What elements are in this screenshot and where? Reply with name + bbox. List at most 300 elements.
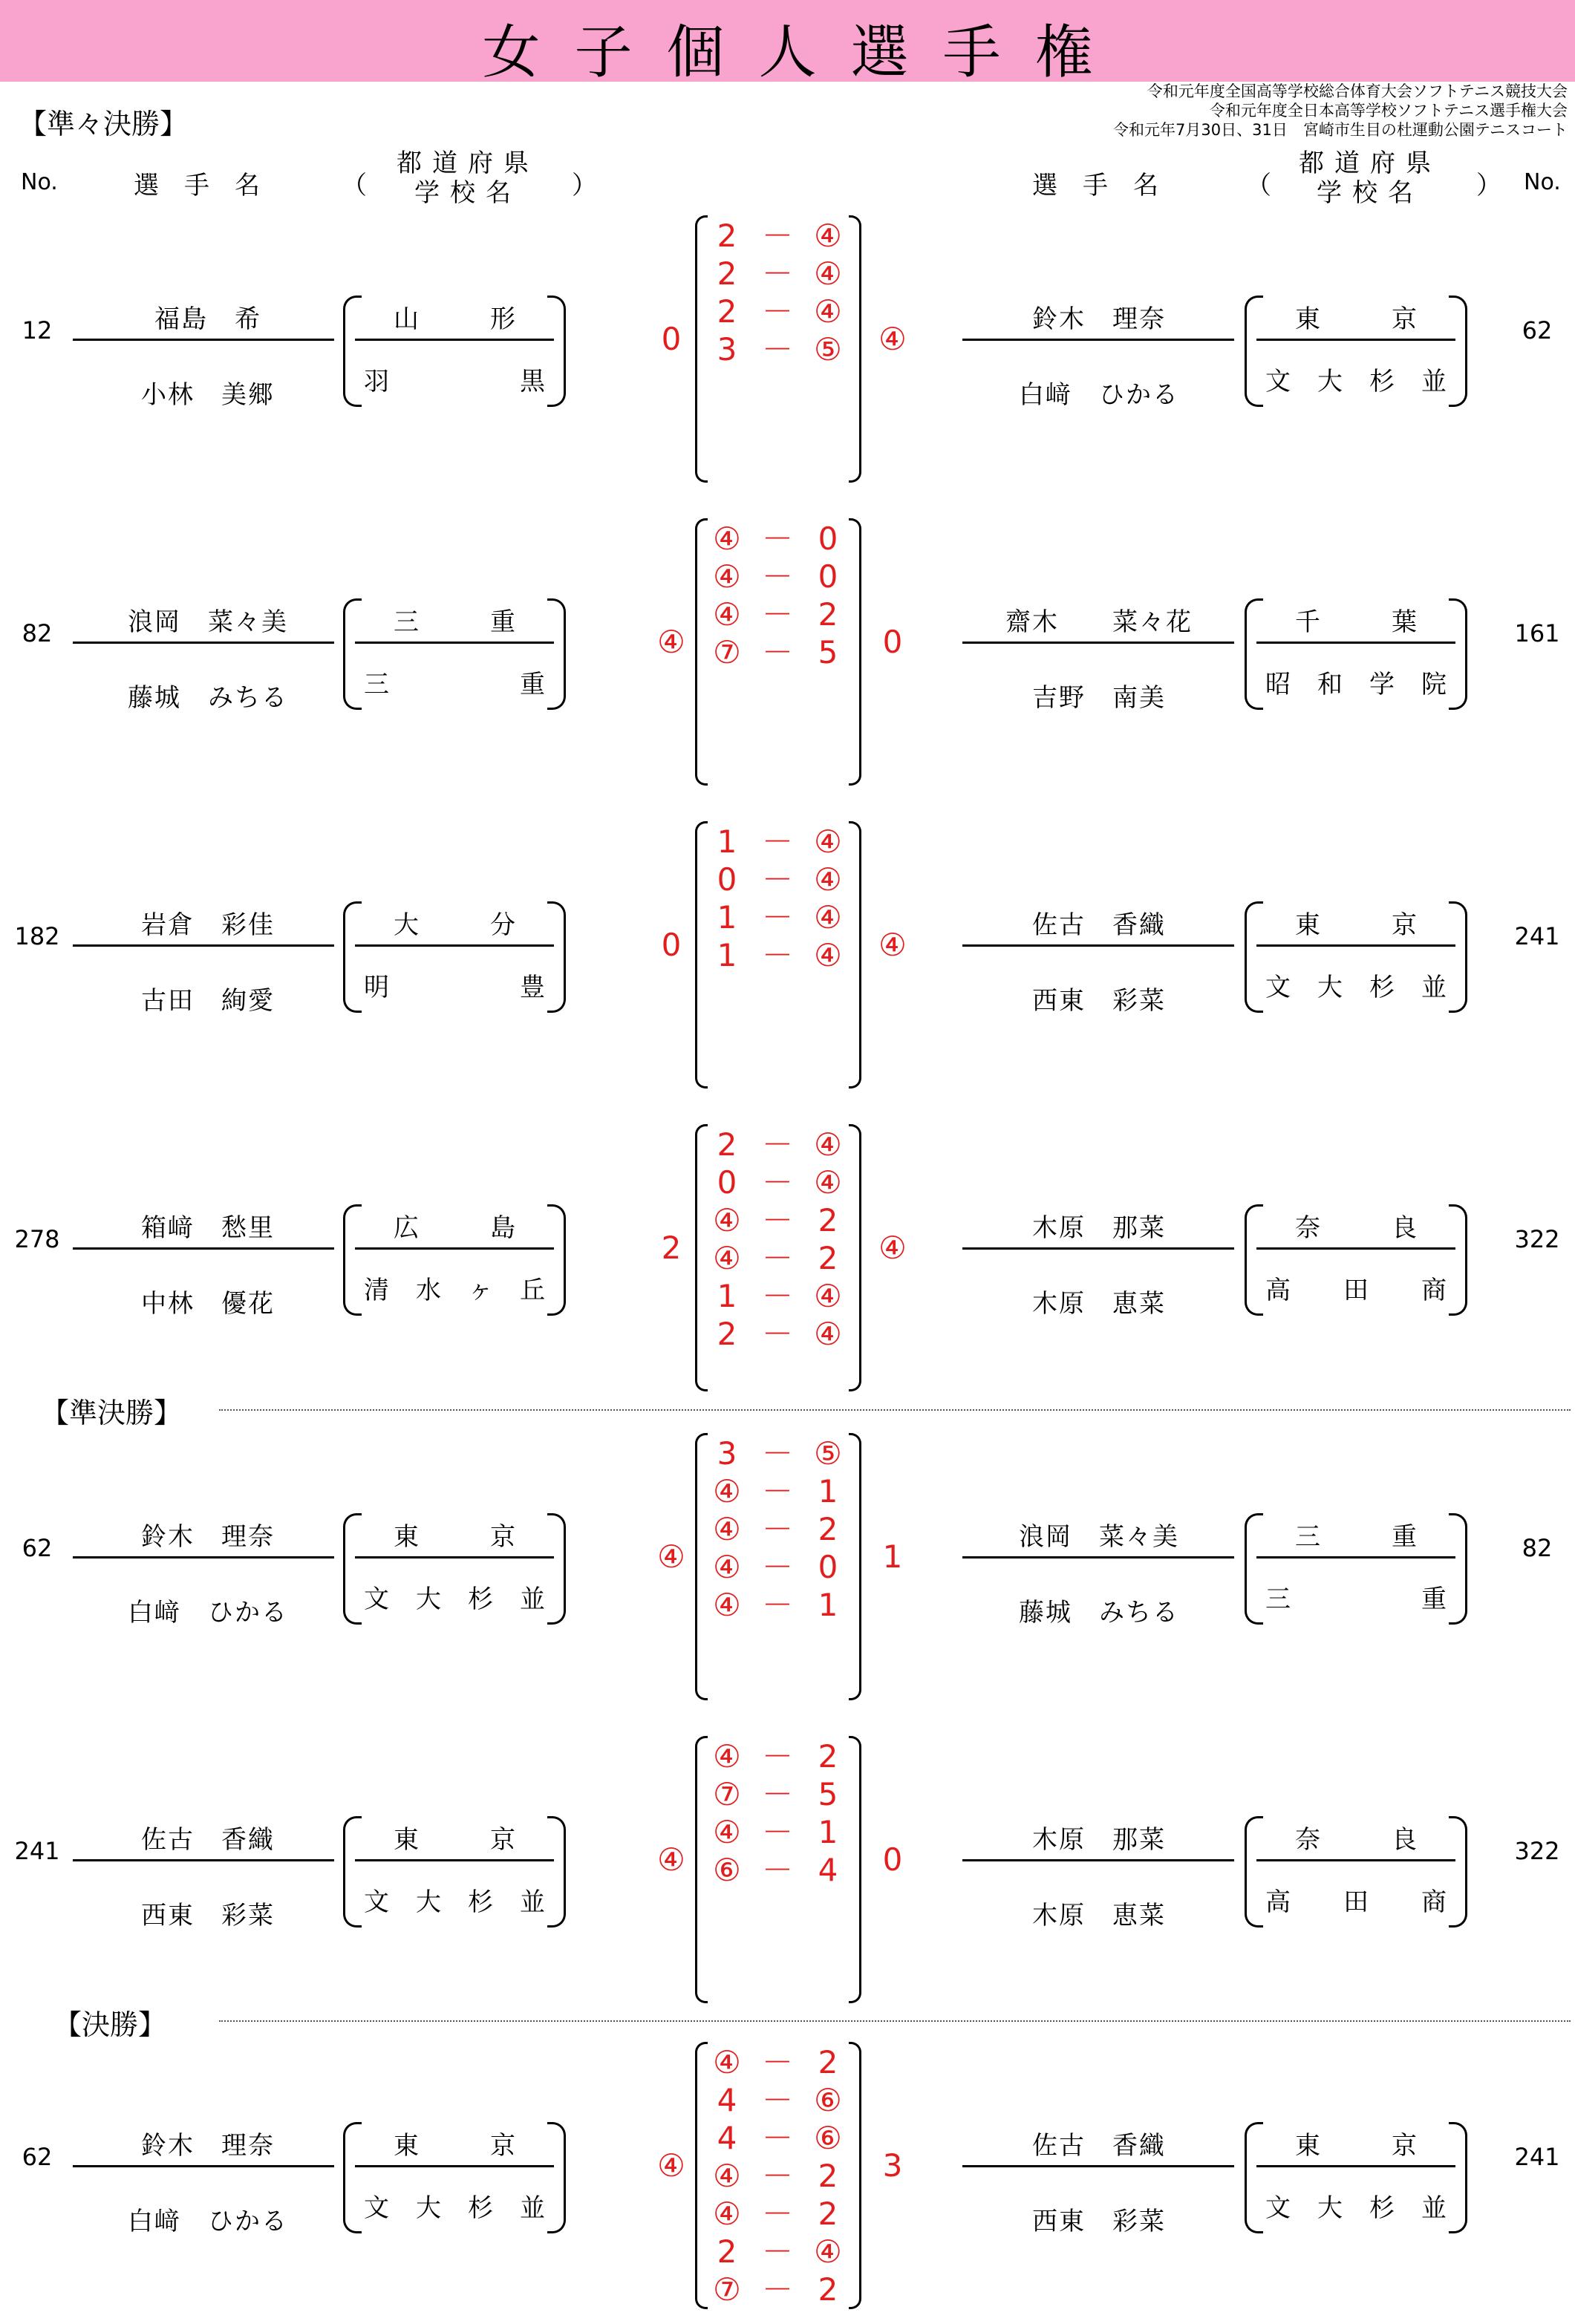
game-score-right: 0 [818,520,838,557]
prefecture [1265,601,1447,638]
game-score-left: 1 [717,1278,737,1314]
school-name [364,967,545,1003]
match-result-left: ④ [657,624,685,660]
school-name [364,1579,545,1615]
entry-number-left: 12 [22,316,53,345]
player-name-right-1: 齋木 菜々花 [1005,607,1193,637]
prefecture-char: 大 [394,910,419,940]
game-score-dash: － [761,1814,793,1850]
school-name [364,2187,545,2224]
game-score-left: 2 [717,293,737,330]
game-score-row [695,1548,861,1586]
prefecture-char: 京 [490,2131,515,2161]
game-score-right: ④ [814,899,842,936]
player-name-right-1: 浪岡 菜々美 [1019,1522,1179,1552]
school-name [1265,2187,1447,2224]
prefecture-char: 京 [1392,304,1417,334]
match-row [0,1433,1575,1715]
game-score-dash: － [761,293,793,330]
game-score-dash: － [761,520,793,557]
school-char: 大 [1317,367,1343,396]
section-title-semifinal: 【準決勝】 [41,1397,183,1429]
game-score-left: ④ [713,2044,741,2080]
game-score-right: 2 [818,1202,838,1238]
match-row [0,2042,1575,2324]
game-score-row [695,2081,861,2119]
header-player-right: 選 手 名 [1032,171,1158,200]
prefecture [1265,2125,1447,2161]
game-score-box [695,518,861,784]
bracket-left [343,598,362,710]
player-name-right-1: 木原 那菜 [1032,1213,1166,1243]
bracket-left [343,1204,362,1316]
prefecture [1265,298,1447,335]
match-result-left: 0 [661,927,682,963]
game-score-dash: － [761,1278,793,1314]
match-result-right: 0 [882,624,903,660]
player-name-left-1: 岩倉 彩佳 [141,910,275,940]
school-name [1265,967,1447,1003]
school-bracket [1245,1513,1467,1623]
header-no-right: No. [1524,169,1561,195]
school-char: 並 [1421,367,1447,396]
school-char: 田 [1343,1276,1369,1305]
school-divider [355,1859,554,1861]
header-pref-label: 都道府県 [1299,148,1441,178]
entry-number-left: 62 [22,2143,53,2171]
game-score-row [695,2271,861,2308]
game-score-right: ⑤ [814,331,842,368]
game-score-dash: － [761,2196,793,2232]
prefecture-char: 東 [394,1522,419,1552]
prefecture-char: 三 [394,607,419,637]
game-score-dash: － [761,558,793,595]
game-score-right: 2 [818,2044,838,2080]
game-score-dash: － [761,1126,793,1163]
game-score-right: ④ [814,1278,842,1314]
game-score-row [695,520,861,558]
game-score-left: ④ [713,1511,741,1547]
game-score-box [695,821,861,1087]
game-score-row [695,1434,861,1472]
pair-divider-left [73,944,334,947]
entry-number-right: 62 [1522,316,1553,345]
school-char: 商 [1421,1276,1447,1305]
game-score-left: ④ [713,1202,741,1238]
game-score-dash: － [761,2120,793,2156]
game-score-row [695,2233,861,2271]
game-score-row [695,330,861,368]
prefecture-char: 京 [490,1825,515,1855]
header-pref-label: 都道府県 [397,148,539,178]
section-title-quarterfinal: 【準々決勝】 [19,108,189,140]
school-name [1265,361,1447,397]
game-score-left: 4 [717,2120,737,2156]
page-title: 女子個人選手権 [482,19,1127,86]
entry-number-left: 62 [22,1534,53,1562]
game-score-left: ④ [713,1587,741,1623]
bracket-right [1449,2122,1467,2233]
game-score-dash: － [761,823,793,860]
game-score-right: 1 [818,1587,838,1623]
section-divider [219,2020,1571,2022]
game-score-dash: － [761,596,793,633]
game-score-dash: － [761,1316,793,1352]
section-title-final: 【決勝】 [53,2008,167,2041]
prefecture-char: 形 [490,304,515,334]
game-score-left: 0 [717,861,737,898]
school-name [1265,1270,1447,1306]
game-score-dash: － [761,1549,793,1585]
match-result-right: 1 [882,1538,903,1575]
prefecture [364,904,545,941]
school-divider [355,1556,554,1558]
player-name-right-2: 西東 彩菜 [1032,986,1166,1016]
bracket-right [547,1513,566,1625]
school-char: 清 [364,1276,389,1305]
pair-divider-right [962,1556,1234,1558]
game-score-right: 0 [818,1549,838,1585]
bracket-right [547,2122,566,2233]
school-divider [1256,944,1455,947]
pair-divider-left [73,642,334,644]
game-score-left: 2 [717,2233,737,2270]
match-result-right: ④ [878,321,907,357]
game-score-dash: － [761,2158,793,2194]
game-score-left: ④ [713,596,741,633]
player-name-left-1: 佐古 香織 [141,1825,275,1855]
game-score-right: ④ [814,1316,842,1352]
prefecture-char: 東 [394,1825,419,1855]
school-bracket [343,2122,566,2232]
school-name [364,664,545,700]
game-score-right: ⑥ [814,2082,842,2118]
school-char: 大 [416,1584,441,1614]
header-school-label: 学校名 [414,178,521,208]
pair-divider-left [73,1556,334,1558]
match-result-right: ④ [878,927,907,963]
player-name-left-2: 藤城 みちる [128,683,288,713]
prefecture-char: 三 [1295,1522,1320,1552]
pair-divider-right [962,642,1234,644]
school-char: 商 [1421,1887,1447,1917]
game-score-left: 1 [717,899,737,936]
game-score-row [695,255,861,293]
game-score-row [695,1510,861,1548]
prefecture-char: 良 [1392,1213,1417,1243]
game-score-row [695,1315,861,1353]
school-bracket [1245,296,1467,405]
school-char: 高 [1265,1276,1291,1305]
prefecture-char: 東 [1295,910,1320,940]
school-char: 杉 [468,1887,493,1917]
match-result-right: ④ [878,1230,907,1266]
player-name-left-1: 箱﨑 愁里 [141,1213,275,1243]
school-bracket [1245,598,1467,708]
player-name-right-2: 西東 彩菜 [1032,2207,1166,2236]
bracket-right [1449,901,1467,1013]
school-divider [1256,1859,1455,1861]
school-divider [355,339,554,341]
game-score-right: 2 [818,2196,838,2232]
school-bracket [343,1816,566,1926]
school-name [364,361,545,397]
school-char: 重 [520,670,545,699]
school-char: 大 [1317,973,1343,1002]
prefecture-char: 東 [1295,2131,1320,2161]
game-score-left: ④ [713,1240,741,1276]
entry-number-left: 241 [14,1837,60,1865]
game-score-dash: － [761,937,793,973]
game-score-left: 3 [717,331,737,368]
game-score-dash: － [761,1240,793,1276]
school-name [364,1881,545,1918]
game-score-dash: － [761,1202,793,1238]
game-score-right: ④ [814,1164,842,1201]
school-char: 並 [520,2193,545,2223]
player-name-right-1: 佐古 香織 [1032,910,1166,940]
game-score-right: ④ [814,255,842,292]
pair-divider-right [962,1859,1234,1861]
pair-divider-left [73,2165,334,2167]
entry-number-right: 322 [1514,1225,1560,1253]
prefecture-char: 葉 [1392,607,1417,637]
player-name-right-2: 白﨑 ひかる [1019,380,1179,410]
game-score-left: ⑦ [713,1776,741,1812]
player-name-left-1: 福島 希 [154,304,261,334]
bracket-left [343,901,362,1013]
prefecture-char: 広 [394,1213,419,1243]
game-score-box [695,1736,861,2002]
player-name-right-2: 木原 恵菜 [1032,1289,1166,1319]
bracket-left [1245,1204,1263,1316]
prefecture [364,1207,545,1244]
game-score-left: 2 [717,1126,737,1163]
prefecture [1265,904,1447,941]
prefecture-char: 東 [1295,304,1320,334]
game-score-dash: － [761,899,793,936]
game-score-dash: － [761,1511,793,1547]
game-score-row [695,2119,861,2157]
bracket-left [1245,1513,1263,1625]
game-score-dash: － [761,2271,793,2308]
game-score-left: ④ [713,1738,741,1775]
game-score-left: ④ [713,1549,741,1585]
player-name-left-2: 白﨑 ひかる [128,1598,288,1628]
match-row [0,518,1575,800]
game-score-left: ④ [713,2158,741,2194]
entry-number-right: 241 [1514,2143,1560,2171]
school-name [1265,664,1447,700]
school-divider [1256,2165,1455,2167]
game-score-row [695,1775,861,1813]
school-char: 文 [364,1584,389,1614]
game-scores [695,217,861,368]
school-char: 豊 [520,973,545,1002]
school-divider [355,642,554,644]
game-score-right: ⑤ [814,1435,842,1472]
match-result-left: ④ [657,2147,685,2184]
bracket-left [1245,901,1263,1013]
game-score-left: ⑦ [713,2271,741,2308]
match-result-left: ④ [657,1841,685,1878]
game-score-left: 1 [717,937,737,973]
game-score-left: ④ [713,2196,741,2232]
school-name [1265,1579,1447,1615]
header-player-left: 選 手 名 [134,171,260,200]
prefecture-char: 東 [394,2131,419,2161]
game-score-box [695,1124,861,1390]
bracket-left [343,2122,362,2233]
bracket-right [1449,296,1467,407]
prefecture-char: 京 [490,1522,515,1552]
game-score-right: ④ [814,293,842,330]
match-row [0,821,1575,1103]
prefecture-char: 重 [1392,1522,1417,1552]
prefecture [1265,1207,1447,1244]
school-char: 学 [1369,670,1395,699]
prefecture-char: 京 [1392,2131,1417,2161]
bracket-right [1449,1513,1467,1625]
game-score-row [695,898,861,936]
game-score-row [695,1851,861,1889]
school-char: 杉 [1369,2193,1395,2223]
prefecture [364,601,545,638]
game-score-row [695,1277,861,1315]
game-score-right: 0 [818,558,838,595]
header-pref-right [1288,148,1452,208]
school-bracket [1245,2122,1467,2232]
player-name-left-2: 西東 彩菜 [141,1901,275,1930]
school-char: 大 [416,2193,441,2223]
school-char: 文 [364,1887,389,1917]
school-char: 並 [1421,973,1447,1002]
game-score-right: ④ [814,2233,842,2270]
school-char: 杉 [468,1584,493,1614]
game-score-dash: － [761,331,793,368]
school-char: ヶ [468,1276,493,1305]
match-row [0,215,1575,497]
prefecture-char: 山 [394,304,419,334]
player-name-left-2: 中林 優花 [141,1289,275,1319]
meta-line: 令和元年度全国高等学校総合体育大会ソフトテニス競技大会 [1147,82,1568,100]
game-score-row [695,2195,861,2233]
prefecture-char: 重 [490,607,515,637]
game-score-left: ④ [713,1473,741,1509]
game-score-right: 4 [818,1852,838,1888]
game-score-row [695,558,861,595]
player-name-right-2: 木原 恵菜 [1032,1901,1166,1930]
prefecture-char: 京 [1392,910,1417,940]
game-score-right: 2 [818,1511,838,1547]
entry-number-right: 161 [1514,619,1560,647]
game-score-left: 2 [717,1316,737,1352]
school-char: 院 [1421,670,1447,699]
header-pref-left [386,148,550,208]
game-score-dash: － [761,1852,793,1888]
entry-number-right: 241 [1514,922,1560,950]
game-score-right: ④ [814,823,842,860]
school-divider [1256,642,1455,644]
game-score-dash: － [761,634,793,670]
game-score-right: ④ [814,861,842,898]
game-score-right: 2 [818,2271,838,2308]
game-score-right: 2 [818,596,838,633]
game-scores [695,1737,861,1889]
entry-number-right: 82 [1522,1534,1553,1562]
match-result-right: 3 [882,2147,903,2184]
school-char: 羽 [364,367,389,396]
match-result-left: 2 [661,1230,682,1266]
school-char: 昭 [1265,670,1291,699]
game-scores [695,1434,861,1624]
game-scores [695,2043,861,2308]
player-name-right-2: 藤城 みちる [1019,1598,1179,1628]
school-divider [1256,339,1455,341]
pair-divider-right [962,2165,1234,2167]
school-divider [355,1247,554,1250]
game-score-right: 2 [818,2158,838,2194]
game-score-dash: － [761,2233,793,2270]
school-divider [355,944,554,947]
match-row [0,1736,1575,2018]
game-score-left: ④ [713,558,741,595]
school-char: 文 [1265,2193,1291,2223]
bracket-right [547,901,566,1013]
game-score-dash: － [761,1776,793,1812]
game-score-row [695,936,861,974]
game-score-row [695,1201,861,1239]
game-score-row [695,823,861,861]
header-no-left: No. [21,169,58,195]
school-bracket [343,598,566,708]
prefecture [1265,1819,1447,1855]
game-score-left: 0 [717,1164,737,1201]
prefecture-char: 分 [490,910,515,940]
school-char: 黒 [520,367,545,396]
game-score-dash: － [761,1587,793,1623]
player-name-right-1: 佐古 香織 [1032,2131,1166,2161]
game-score-right: 1 [818,1814,838,1850]
game-score-left: ⑥ [713,1852,741,1888]
header-paren-close-left: ） [572,171,597,200]
bracket-left [1245,598,1263,710]
pair-divider-left [73,1859,334,1861]
game-score-right: ④ [814,1126,842,1163]
bracket-left [343,296,362,407]
entry-number-left: 82 [22,619,53,647]
school-char: 高 [1265,1887,1291,1917]
bracket-right [1449,1816,1467,1928]
game-score-dash: － [761,1473,793,1509]
bracket-left [1245,1816,1263,1928]
entry-number-left: 182 [14,922,60,950]
game-score-row [695,293,861,330]
pair-divider-left [73,1247,334,1250]
school-char: 水 [416,1276,441,1305]
game-score-dash: － [761,861,793,898]
meta-line: 令和元年度全日本高等学校ソフトテニス選手権大会 [1209,102,1568,120]
school-char: 杉 [1369,367,1395,396]
school-char: 丘 [520,1276,545,1305]
school-char: 三 [1265,1584,1291,1614]
school-char: 重 [1421,1584,1447,1614]
bracket-left [1245,2122,1263,2233]
game-score-right: 2 [818,1240,838,1276]
school-char: 文 [1265,973,1291,1002]
game-score-right: 2 [818,1738,838,1775]
school-char: 文 [364,2193,389,2223]
